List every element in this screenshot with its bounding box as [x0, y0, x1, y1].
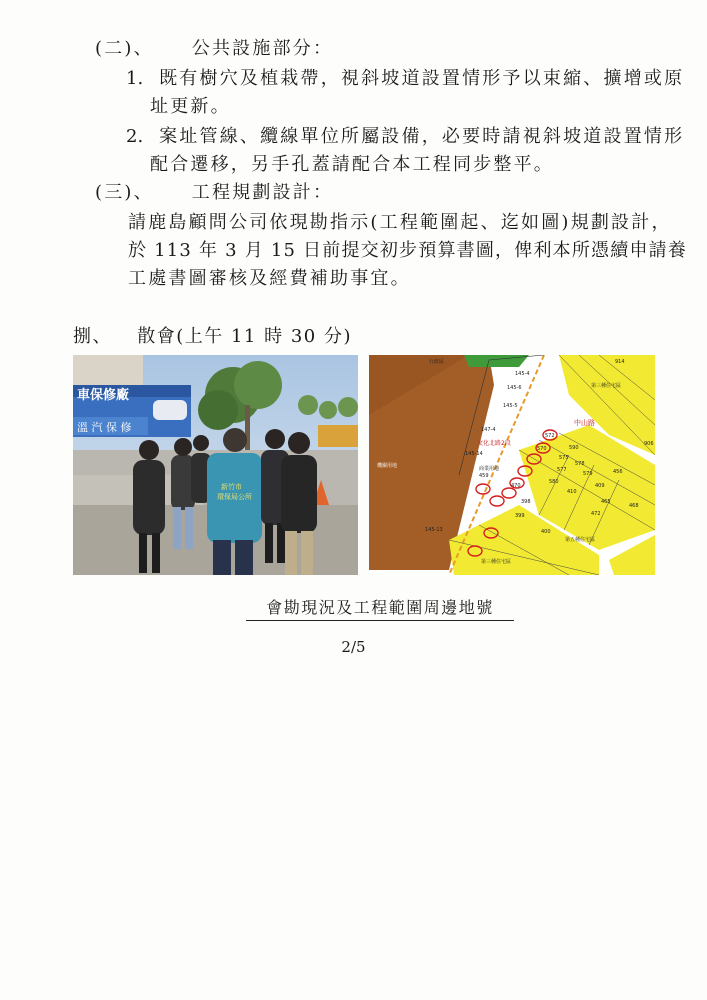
shop-sign-subtext: 溫 汽 保 修	[77, 421, 132, 434]
map-label: 456	[613, 469, 623, 475]
map-label: 410	[567, 489, 577, 495]
zoning-map	[369, 355, 655, 575]
section3-paragraph-line1: 請鹿島顧問公司依現勘指示(工程範圍起、迄如圖)規劃設計，	[128, 212, 672, 233]
section2-heading	[95, 38, 333, 60]
map-label: 409	[595, 483, 605, 489]
section2-item2-cont: 配合遷移，另手孔蓋請配合本工程同步整平。	[150, 154, 554, 175]
map-label: 459	[479, 473, 489, 479]
shop-sign-text: 車保修廠	[77, 388, 130, 403]
section8-text: 散會(上午 11 時 30 分)	[137, 326, 352, 347]
section2-heading-mark: (二)、	[95, 38, 154, 59]
item-number: 2.	[126, 126, 144, 147]
map-label: 398	[521, 499, 531, 505]
map-label: 914	[615, 359, 625, 365]
section3-paragraph-line2: 於 113 年 3 月 15 日前提交初步預算書圖，俾利本所憑續申請養	[128, 240, 688, 261]
map-label: 145-13	[425, 527, 443, 533]
section8-mark: 捌、	[73, 326, 112, 347]
map-label: 399	[515, 513, 525, 519]
section8-adjourn	[73, 326, 352, 348]
map-label: 579	[583, 471, 593, 477]
map-label: 145-4	[515, 371, 530, 377]
map-label: 472	[591, 511, 601, 517]
section2-item1	[126, 68, 684, 90]
section3-heading-text: 工程規劃設計：	[191, 182, 334, 203]
site-inspection-photo	[73, 355, 358, 575]
map-label: 機關用地	[377, 463, 398, 469]
page-number: 2/5	[341, 638, 366, 656]
section3-paragraph-line3: 工處書圖審核及經費補助事宜。	[128, 268, 411, 289]
item-text: 既有樹穴及植栽帶，視斜坡道設置情形予以束縮、擴增或原	[159, 68, 685, 89]
map-label: 468	[629, 503, 639, 509]
map-label: 147-4	[481, 427, 496, 433]
section2-item2	[126, 126, 684, 148]
item-text: 案址管線、纜線單位所屬設備，必要時請視斜坡道設置情形	[159, 126, 685, 147]
map-label: 590	[569, 445, 579, 451]
item-number: 1.	[126, 68, 144, 89]
section2-heading-text: 公共設施部分：	[191, 38, 334, 59]
map-label: 第三種住宅區	[481, 559, 512, 565]
map-label: 行政區	[429, 359, 445, 365]
figure-caption: 會勘現況及工程範圍周邊地號	[246, 595, 514, 621]
section3-heading-mark: (三)、	[95, 182, 154, 203]
map-label: 470	[511, 483, 521, 489]
map-label: 第五種住宅區	[565, 537, 596, 543]
vest-text-2: 環保局公所	[217, 493, 252, 501]
map-label: 145-5	[503, 403, 518, 409]
section2-item1-cont: 址更新。	[150, 96, 231, 117]
map-label: 570	[537, 446, 547, 452]
map-label-zhongshan-road: 中山路	[574, 419, 595, 427]
map-label: 575	[559, 455, 569, 461]
map-label: 580	[549, 479, 559, 485]
map-label: 572	[545, 433, 555, 439]
map-label: 400	[541, 529, 551, 535]
map-label: 145-6	[507, 385, 522, 391]
map-label: 578	[575, 461, 585, 467]
map-label: 145-14	[465, 451, 483, 457]
map-label: 第三種住宅區	[591, 383, 622, 389]
map-label: 465	[601, 499, 611, 505]
vest-text-1: 新竹市	[221, 483, 242, 491]
map-label: 商業用地	[479, 466, 500, 472]
section3-heading	[95, 182, 333, 204]
map-label: 906	[644, 441, 654, 447]
map-label-wenhua-road: 文化北路2段	[477, 440, 511, 447]
map-label: 577	[557, 467, 567, 473]
